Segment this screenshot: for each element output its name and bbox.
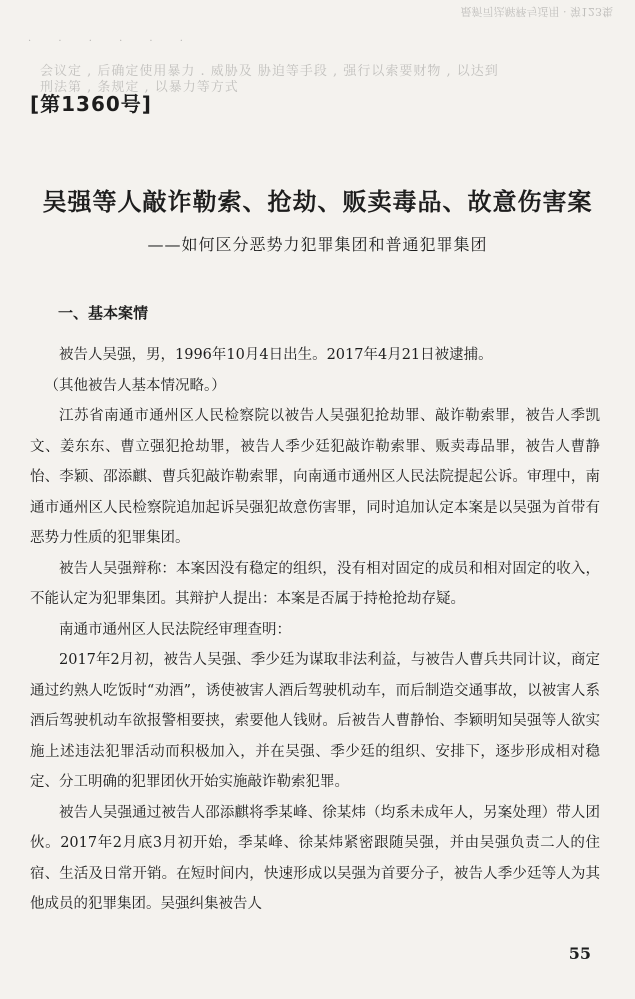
case-title: 吴强等人敲诈勒索、抢劫、贩卖毒品、故意伤害案 [42, 187, 593, 216]
case-subtitle: ——如何区分恶势力犯罪集团和普通犯罪集团 [147, 235, 488, 254]
paragraph-other-defendants: （其他被告人基本情况略。） [44, 377, 226, 394]
body-text [30, 340, 600, 920]
bleed-line-1: 会议定 , 后确定使用暴力 . 威胁及 胁迫等手段 , 强行以索要财物 , 以达到 [40, 64, 499, 79]
bleed-line-2: 刑法第 , 条规定 , 以暴力等方式 [40, 80, 239, 95]
paragraph-facts-1: 2017年2月初，被告人吴强、季少廷为谋取非法利益，与被告人曹兵共同计议，商定通过约熟人吃饭时“劝酒”，诱使被害人酒后驾驶机动车，而后制造交通事故，以被害人系酒后驾驶机动车欲报警相要挟，索要他人钱财。后被告人曹静怡、李颖明知吴强等人欲实施上述违法犯罪活动而积极加入，并在吴强、季少廷的组织、安排下，逐步形成相对稳定、分工明确的犯罪团伙开始实施敲诈勒索犯罪。 [30, 652, 600, 790]
paragraph-court-finding: 南通市通州区人民法院经审理查明： [59, 621, 291, 638]
page-number: 55 [568, 944, 591, 963]
paragraph-defendant-info: 被告人吴强，男，1996年10月4日出生。2017年4月21日被逮捕。 [59, 347, 493, 363]
paragraph-prosecution: 江苏省南通市通州区人民检察院以被告人吴强犯抢劫罪、敲诈勒索罪，被告人季凯文、姜东东、曹立强犯抢劫罪，被告人季少廷犯敲诈勒索罪、贩卖毒品罪，被告人曹静怡、李颖、邵添麒、曹兵犯敲诈勒索罪，向南通市通州区人民法院提起公诉。审理中，南通市通州区人民检察院追加起诉吴强犯故意伤害罪，同时追加认定本案是以吴强为首带有恶势力性质的犯罪集团。 [30, 408, 600, 546]
bleed-dots: · · · · · · [28, 36, 195, 47]
bleed-running-header: 最新司法解释与适用 · 第123集 [460, 5, 613, 18]
section-heading: 一、基本案情 [58, 304, 149, 322]
paragraph-defense: 被告人吴强辩称：本案因没有稳定的组织，没有相对固定的成员和相对固定的收入，不能认定为犯罪集团。其辩护人提出：本案是否属于持枪抢劫存疑。 [30, 560, 600, 607]
case-number: [第1360号] [30, 92, 152, 116]
paragraph-facts-2: 被告人吴强通过被告人邵添麒将季某峰、徐某炜（均系未成年人，另案处理）带人团伙。2017年2月底3月初开始，季某峰、徐某炜紧密跟随吴强，并由吴强负责二人的住宿、生活及日常开销。在短时间内，快速形成以吴强为首要分子，被告人季少廷等人为其他成员的犯罪集团。吴强纠集被告人 [30, 804, 600, 912]
bleed-through-area [0, 0, 635, 95]
